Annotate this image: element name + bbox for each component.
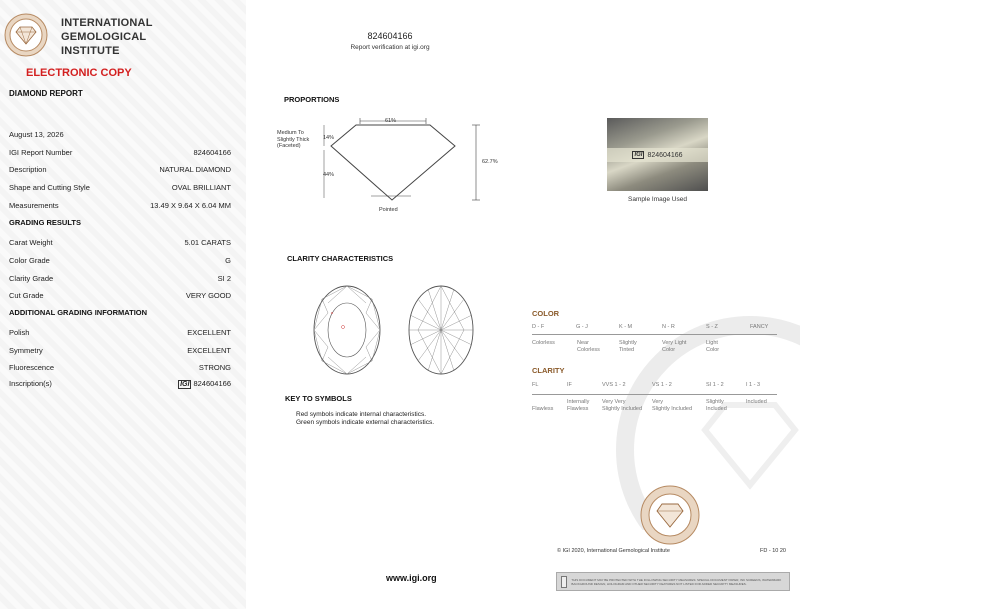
grading-row: Color Grade G: [9, 256, 231, 265]
clarity-grade: FL: [532, 382, 539, 388]
color-desc: Slightly Tinted: [619, 340, 637, 353]
field-row: Measurements 13.49 X 9.64 X 6.04 MM: [9, 201, 231, 210]
color-grade: K - M: [619, 324, 633, 330]
proportions-diagram: [276, 112, 496, 220]
copyright-text: © IGI 2020, International Gemological Institute: [557, 548, 670, 554]
color-scale-divider: [532, 334, 777, 335]
crown-percentage: 14%: [323, 135, 335, 141]
grading-row: Cut Grade VERY GOOD: [9, 291, 231, 300]
crown-plot-diagram: [310, 283, 384, 377]
clarity-grade: VVS 1 - 2: [602, 382, 626, 388]
clarity-grade: SI 1 - 2: [706, 382, 724, 388]
form-code: FD - 10 20: [760, 548, 786, 554]
institute-name: INTERNATIONAL GEMOLOGICAL INSTITUTE: [61, 17, 153, 57]
additional-row: Fluorescence STRONG: [9, 363, 231, 372]
report-title: DIAMOND REPORT: [9, 89, 83, 98]
color-desc: Near Colorless: [577, 340, 600, 353]
additional-info-title: ADDITIONAL GRADING INFORMATION: [9, 308, 148, 317]
girdle-label: Medium To Slightly Thick (Faceted): [277, 130, 310, 149]
clarity-characteristics-title: CLARITY CHARACTERISTICS: [287, 254, 394, 263]
sample-image-caption: Sample Image Used: [628, 196, 687, 203]
color-grade: G - J: [576, 324, 588, 330]
field-row: Shape and Cutting Style OVAL BRILLIANT: [9, 183, 231, 192]
document-icon: [561, 576, 567, 588]
security-note: THIS DOCUMENT MAY BE PROTECTED WITH THE FOLLOWING SECURITY MEASURES: SPECIAL DOCUMENT PAPER, INK SCREENS, WATERMARK BACKGROUND DESIGN, HOLOGRAM AND OTHER SECURITY FEATURES NOT LISTED FOR ADDED SECURITY MEASURES.: [571, 577, 782, 586]
color-grade: S - Z: [706, 324, 718, 330]
color-desc: Very Light Color: [662, 340, 687, 353]
clarity-grade: IF: [567, 382, 572, 388]
clarity-scale-title: CLARITY: [532, 366, 565, 375]
pavilion-plot-diagram: [406, 283, 476, 377]
grading-row: Carat Weight 5.01 CARATS: [9, 238, 231, 247]
additional-row: Inscription(s) IGI 824604166: [9, 379, 231, 388]
clarity-desc: Included: [746, 399, 767, 405]
clarity-desc: Internally Flawless: [567, 399, 590, 412]
key-to-symbols-title: KEY TO SYMBOLS: [285, 394, 352, 403]
clarity-desc: Very Very Slightly Included: [602, 399, 643, 412]
electronic-copy-label: ELECTRONIC COPY: [26, 67, 132, 79]
clarity-scale-divider: [532, 394, 777, 395]
clarity-desc: Flawless: [532, 406, 554, 412]
inscription-band: [607, 148, 708, 162]
color-desc: Colorless: [532, 340, 555, 346]
clarity-desc: Slightly Included: [706, 399, 727, 412]
grading-row: Clarity Grade SI 2: [9, 274, 231, 283]
clarity-grade: VS 1 - 2: [652, 382, 672, 388]
table-percentage: 61%: [385, 118, 397, 124]
field-row: Description NATURAL DIAMOND: [9, 165, 231, 174]
igi-mini-logo: IGI: [180, 381, 190, 388]
color-grade: FANCY: [750, 324, 769, 330]
igi-website-url[interactable]: www.igi.org: [386, 573, 437, 583]
clarity-desc: Very Slightly Included: [652, 399, 693, 412]
clarity-grade: I 1 - 3: [746, 382, 761, 388]
color-grade: N - R: [662, 324, 675, 330]
proportions-title: PROPORTIONS: [284, 95, 340, 104]
culet-label: Pointed: [379, 207, 398, 213]
igi-engraved-logo: IGI: [634, 152, 643, 158]
verification-text: Report verification at igi.org: [350, 44, 430, 51]
igi-bottom-seal: [640, 485, 700, 545]
engraved-number: 824604166: [647, 151, 683, 159]
grading-results-title: GRADING RESULTS: [9, 218, 81, 227]
color-desc: Light Color: [706, 340, 720, 353]
watermark-seal: [610, 310, 800, 530]
color-scale-title: COLOR: [532, 309, 560, 318]
report-number-header: 824604166: [367, 31, 413, 41]
pavilion-percentage: 44%: [323, 172, 335, 178]
additional-row: Polish EXCELLENT: [9, 328, 231, 337]
key-to-symbols-text: Red symbols indicate internal characteristics. Green symbols indicate external characteristics.: [296, 411, 435, 426]
depth-percentage: 62.7%: [482, 159, 498, 165]
sample-girdle-image: [607, 118, 708, 191]
report-date: August 13, 2026: [9, 130, 64, 139]
additional-row: Symmetry EXCELLENT: [9, 346, 231, 355]
field-row: IGI Report Number 824604166: [9, 148, 231, 157]
security-strip: [556, 572, 790, 591]
igi-seal-logo: [4, 13, 48, 57]
color-grade: D - F: [532, 324, 545, 330]
